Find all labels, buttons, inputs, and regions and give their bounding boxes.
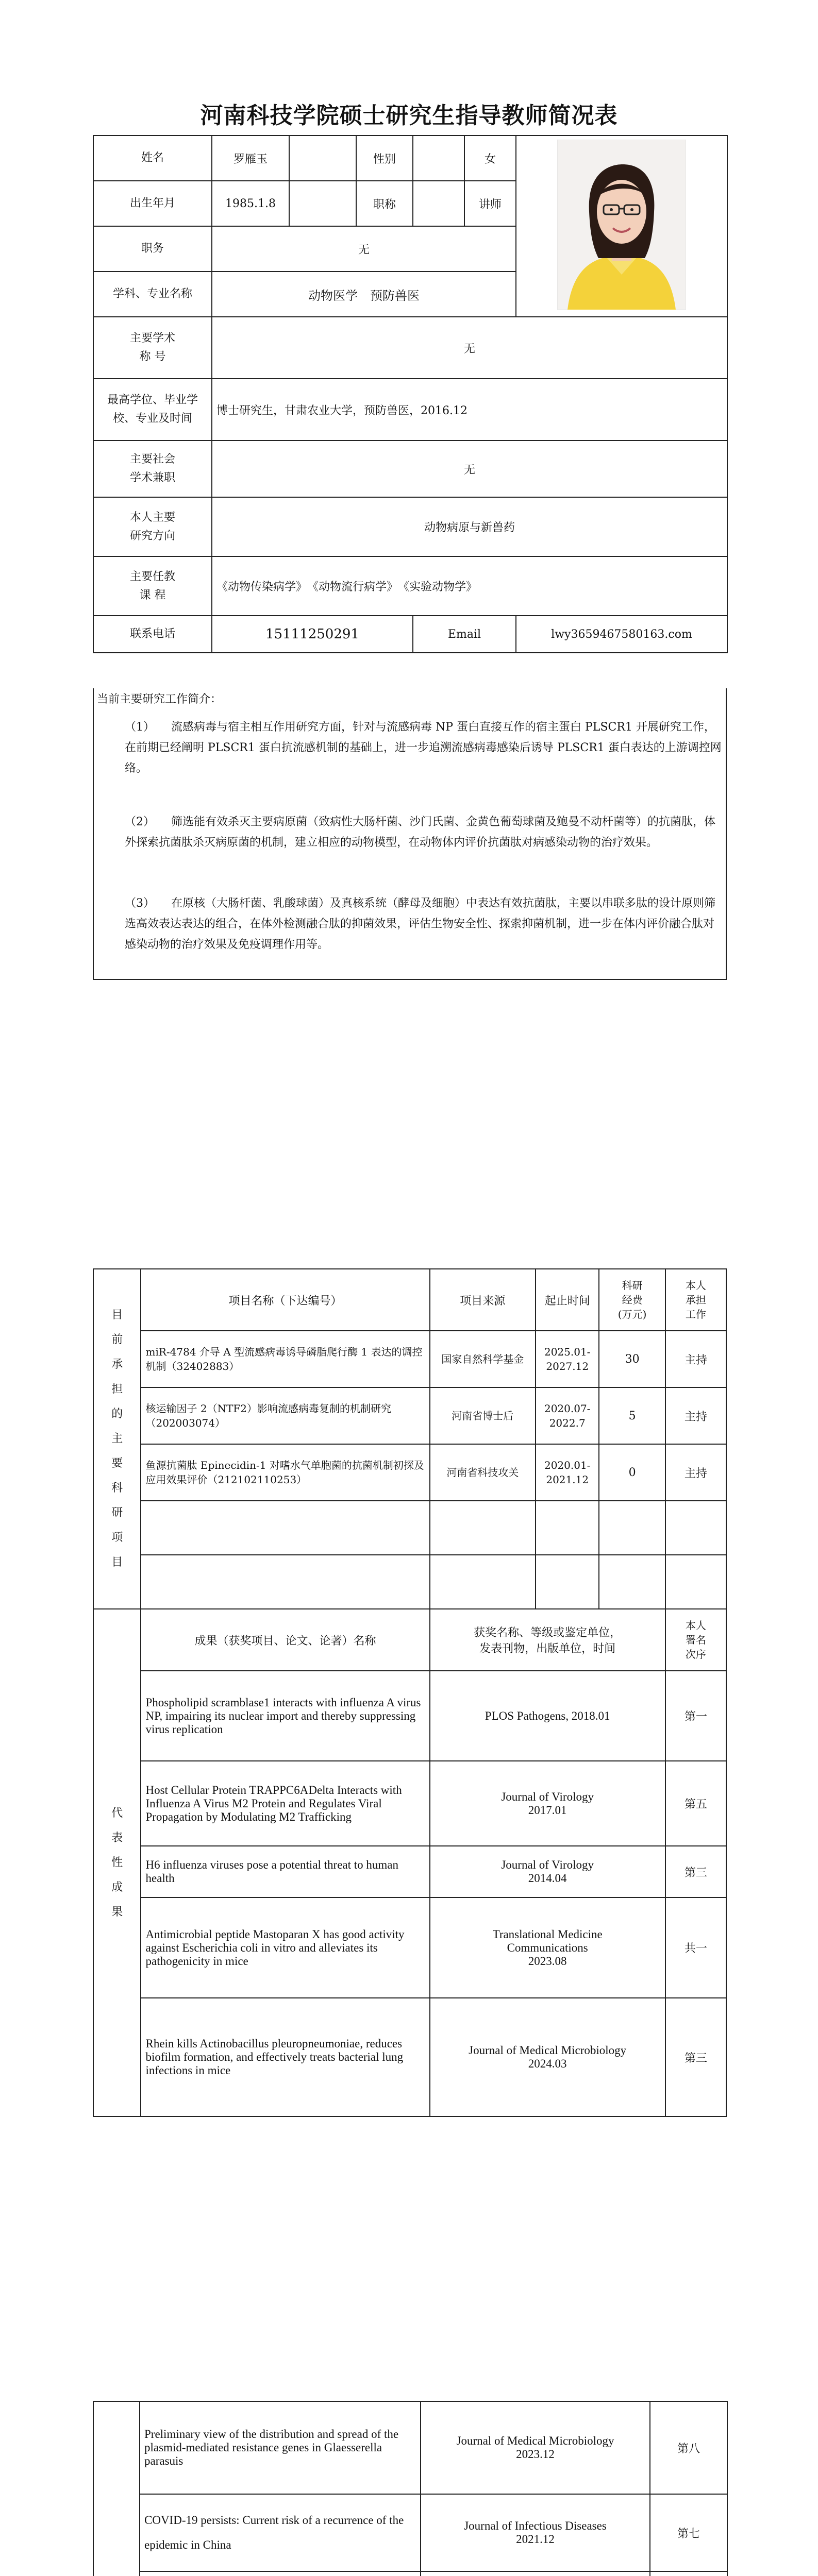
social-post-label: 主要社会 学术兼职 bbox=[93, 440, 212, 497]
projects-header-period: 起止时间 bbox=[536, 1269, 599, 1331]
projects-header-source: 项目来源 bbox=[430, 1269, 536, 1331]
work-intro-heading: 当前主要研究工作简介： bbox=[97, 693, 222, 706]
achievement-unit: Journal of Virology 2014.04 bbox=[430, 1846, 665, 1897]
duty-value: 无 bbox=[212, 226, 516, 272]
table-row bbox=[93, 2401, 727, 2494]
social-post-value: 无 bbox=[212, 440, 727, 497]
achievement-name: Preliminary view of the distribution and spread of the plasmid-mediated resistance genes in Glaesserella parasuis bbox=[140, 2401, 421, 2494]
table-row bbox=[93, 1387, 726, 1444]
achievement-unit: PLOS Pathogens, 2018.01 bbox=[430, 1671, 665, 1761]
duty-label: 职务 bbox=[93, 226, 212, 272]
project-funds: 0 bbox=[599, 1444, 665, 1501]
projects-header-funds: 科研 经费 (万元) bbox=[599, 1269, 665, 1331]
projects-header-name: 项目名称（下达编号） bbox=[141, 1269, 429, 1331]
achievement-rank: 共一 bbox=[665, 1897, 726, 1998]
projects-side-label: 目 前 承 担 的 主 要 科 研 项 目 bbox=[93, 1269, 141, 1609]
achievements-header-rank: 本人 署名 次序 bbox=[665, 1609, 726, 1671]
project-role: 主持 bbox=[665, 1387, 726, 1444]
work-intro-item: （2） 筛选能有效杀灭主要病原菌（致病性大肠杆菌、沙门氏菌、金黄色葡萄球菌及鲍曼不动杆菌等）的抗菌肽，体外探索抗菌肽杀灭病原菌的机制，建立相应的动物模型，在动物体内评价抗菌肽对病感染动物的治疗效果。 bbox=[125, 816, 716, 849]
academic-post-label: 主要学术 称 号 bbox=[93, 317, 212, 379]
achievement-name: Rhein kills Actinobacillus pleuropneumoniae, reduces biofilm formation, and effectively treats bacterial lung infections in mice bbox=[141, 1998, 429, 2116]
project-source: 河南省博士后 bbox=[430, 1387, 536, 1444]
work-intro-item: （3） 在原核（大肠杆菌、乳酸球菌）及真核系统（酵母及细胞）中表达有效抗菌肽，主要以串联多肽的设计原则筛选高效表达表达的组合，在体外检测融合肽的抑菌效果，评估生物安全性、探索抑菌机制，进一步在体内评价融合肽对感染动物的治疗效果及免疫调理作用等。 bbox=[125, 897, 716, 951]
table-row bbox=[93, 1998, 726, 2116]
work-intro-box bbox=[93, 688, 727, 980]
document-title: 河南科技学院硕士研究生指导教师简况表 bbox=[200, 103, 618, 129]
achievement-rank: 第一 bbox=[665, 1671, 726, 1761]
title-label: 职称 bbox=[356, 181, 413, 226]
project-name: 鱼源抗菌肽 Epinecidin-1 对嗜水气单胞菌的抗菌机制初探及应用效果评价（212102110253） bbox=[141, 1444, 429, 1501]
discipline-label: 学科、专业名称 bbox=[93, 272, 212, 317]
phone-label: 联系电话 bbox=[93, 616, 212, 653]
profile-photo-cell bbox=[516, 135, 727, 317]
table-row bbox=[93, 1761, 726, 1846]
courses-label: 主要任教 课 程 bbox=[93, 556, 212, 616]
research-value: 动物病原与新兽药 bbox=[212, 497, 727, 556]
table-row-empty bbox=[93, 1555, 726, 1609]
table-row bbox=[93, 1444, 726, 1501]
achievement-rank: 第八 bbox=[650, 2401, 727, 2494]
project-period: 2020.07-2022.7 bbox=[536, 1387, 599, 1444]
birth-label: 出生年月 bbox=[93, 181, 212, 226]
name-label: 姓名 bbox=[93, 135, 212, 181]
project-funds: 30 bbox=[599, 1331, 665, 1387]
table-row bbox=[93, 1671, 726, 1761]
achievement-name: Phospholipid scramblase1 interacts with influenza A virus NP, impairing its nuclear import and thereby suppressing virus replication bbox=[141, 1671, 429, 1761]
table-row bbox=[93, 1846, 726, 1897]
project-role: 主持 bbox=[665, 1331, 726, 1387]
project-role: 主持 bbox=[665, 1444, 726, 1501]
title-value: 讲师 bbox=[464, 181, 516, 226]
achievement-name: Antimicrobial peptide Mastoparan X has good activity against Escherichia coli in vitro and alleviates its pathogenicity in mice bbox=[141, 1897, 429, 1998]
gender-value: 女 bbox=[464, 135, 516, 181]
achievement-rank: 第五 bbox=[665, 1761, 726, 1846]
achievement-unit: Journal of Virology 2017.01 bbox=[430, 1761, 665, 1846]
table-row bbox=[93, 1897, 726, 1998]
achievement-unit: Journal of Infectious Diseases 2021.12 bbox=[421, 2494, 650, 2571]
project-funds: 5 bbox=[599, 1387, 665, 1444]
education-value: 博士研究生，甘肃农业大学，预防兽医，2016.12 bbox=[212, 379, 727, 440]
achievement-name: H6 influenza viruses pose a potential threat to human health bbox=[141, 1846, 429, 1897]
projects-table bbox=[93, 1268, 727, 2117]
achievement-unit: Journal of Medical Microbiology 2024.03 bbox=[430, 1998, 665, 2116]
project-source: 国家自然科学基金 bbox=[430, 1331, 536, 1387]
academic-post-value: 无 bbox=[212, 317, 727, 379]
project-period: 2025.01-2027.12 bbox=[536, 1331, 599, 1387]
achievement-name: COVID-19 persists: Current risk of a recurrence of the epidemic in China bbox=[140, 2494, 421, 2571]
achievement-unit: Translational Medicine Communications 2023.08 bbox=[430, 1897, 665, 1998]
courses-value: 《动物传染病学》 《动物流行病学》 《实验动物学》 bbox=[212, 556, 727, 616]
gender-label: 性别 bbox=[356, 135, 413, 181]
achievements-header-unit: 获奖名称、等级或鉴定单位， 发表刊物，出版单位，时间 bbox=[430, 1609, 665, 1671]
discipline-value: 动物医学 预防兽医 bbox=[212, 272, 516, 317]
profile-photo bbox=[557, 140, 686, 310]
work-intro-item: （1） 流感病毒与宿主相互作用研究方面，针对与流感病毒 NP 蛋白直接互作的宿主蛋白 PLSCR1 开展研究工作，在前期已经阐明 PLSCR1 蛋白抗流感机制的基础上，进一步追溯流感病毒感染后诱导 PLSCR1 蛋白表达的上游调控网络。 bbox=[125, 721, 722, 775]
research-label: 本人主要 研究方向 bbox=[93, 497, 212, 556]
achievement-rank: 第三 bbox=[665, 1846, 726, 1897]
achievements-header-name: 成果（获奖项目、论文、论著）名称 bbox=[141, 1609, 429, 1671]
table-row-empty bbox=[93, 1501, 726, 1555]
profile-table bbox=[93, 135, 728, 653]
project-name: 核运输因子 2（NTF2）影响流感病毒复制的机制研究（202003074） bbox=[141, 1387, 429, 1444]
achievements-side-label: 代 表 性 成 果 bbox=[93, 1609, 141, 2116]
education-label: 最高学位、毕业学 校、专业及时间 bbox=[93, 379, 212, 440]
project-source: 河南省科技攻关 bbox=[430, 1444, 536, 1501]
projects-header-role: 本人 承担 工作 bbox=[665, 1269, 726, 1331]
email-value: lwy3659467580163.com bbox=[516, 616, 727, 653]
achievement-unit: Journal of Medical Microbiology 2023.12 bbox=[421, 2401, 650, 2494]
table-row bbox=[93, 2494, 727, 2571]
achievement-rank: 第七 bbox=[650, 2494, 727, 2571]
phone-value: 15111250291 bbox=[212, 616, 413, 653]
achievement-rank: 第三 bbox=[665, 1998, 726, 2116]
achievements-continued-table bbox=[93, 2401, 728, 2576]
table-row-empty bbox=[93, 2571, 727, 2576]
project-name: miR-4784 介导 A 型流感病毒诱导磷脂爬行酶 1 表达的调控机制（32402883） bbox=[141, 1331, 429, 1387]
name-value: 罗雁玉 bbox=[212, 135, 289, 181]
email-label: Email bbox=[413, 616, 516, 653]
achievement-name: Host Cellular Protein TRAPPC6ADelta Interacts with Influenza A Virus M2 Protein and Regulates Viral Propagation by Modulating M2 Trafficking bbox=[141, 1761, 429, 1846]
project-period: 2020.01-2021.12 bbox=[536, 1444, 599, 1501]
birth-value: 1985.1.8 bbox=[212, 181, 289, 226]
table-row bbox=[93, 1331, 726, 1387]
